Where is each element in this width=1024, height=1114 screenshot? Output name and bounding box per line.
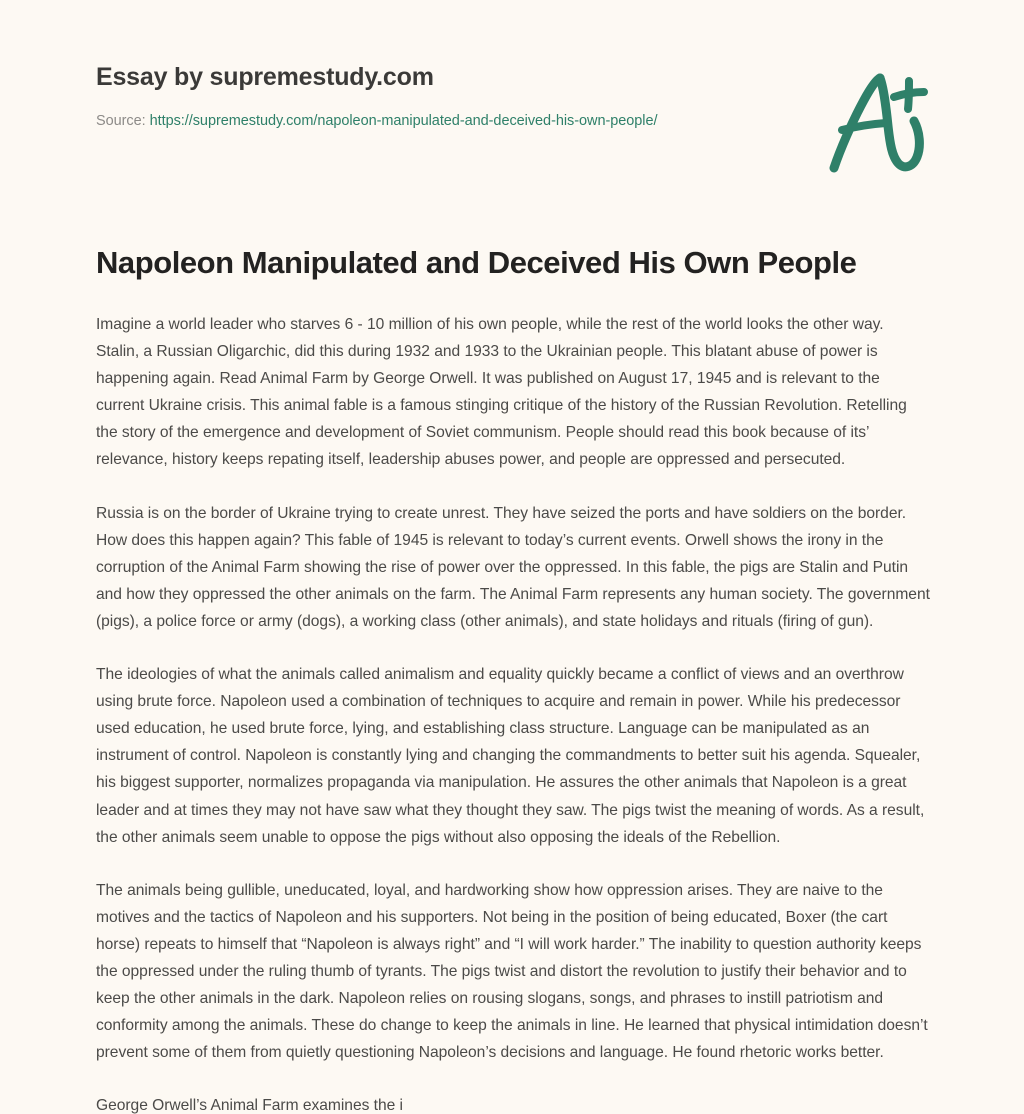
- article-paragraph: George Orwell’s Animal Farm examines the i: [96, 1097, 403, 1114]
- article: [96, 243, 930, 1114]
- article-paragraph: The animals being gullible, uneducated, loyal, and hardworking show how oppression arises. They are naive to the motives and the tactics of Napoleon and his supporters. Not being in the position of being educated, Boxer (the cart horse) repeats to himself that “Napoleon is always right” and “I will work harder.” The inability to question authority keeps the oppressed under the ruling thumb of tyrants. The pigs twist and distort the revolution to justify their behavior and to keep the other animals in the dark. Napoleon relies on rousing slogans, songs, and phrases to instill patriotism and conformity among the animals. These do change to keep the animals in line. He learned that physical intimidation doesn’t prevent some of them from quietly questioning Napoleon’s decisions and language. He found rhetoric works better.: [96, 881, 928, 1062]
- source-line: [96, 111, 796, 131]
- a-plus-logo-icon: [818, 64, 942, 180]
- article-paragraph: Russia is on the border of Ukraine trying to create unrest. They have seized the ports and have soldiers on the border. How does this happen again? This fable of 1945 is relevant to today’s current events. Orwell shows the irony in the corruption of the Animal Farm showing the rise of power over the oppressed. In this fable, the pigs are Stalin and Putin and how they oppressed the other animals on the farm. The Animal Farm represents any human society. The government (pigs), a police force or army (dogs), a working class (other animals), and state holidays and rituals (firing of gun).: [96, 504, 930, 630]
- article-body: [96, 311, 930, 1114]
- page-header: [0, 0, 1024, 200]
- source-label: Source:: [96, 113, 146, 129]
- essay-byline: Essay by supremestudy.com: [96, 63, 434, 91]
- header-text-block: [96, 62, 796, 131]
- supremestudy-logo[interactable]: [818, 64, 942, 180]
- page-title: Napoleon Manipulated and Deceived His Own People: [96, 245, 857, 280]
- article-paragraph: The ideologies of what the animals called animalism and equality quickly became a conflict of views and an overthrow using brute force. Napoleon used a combination of techniques to acquire and remain in power. While his predecessor used education, he used brute force, lying, and establishing class structure. Language can be manipulated as an instrument of control. Napoleon is constantly lying and changing the commandments to better suit his agenda. Squealer, his biggest supporter, normalizes propaganda via manipulation. He assures the other animals that Napoleon is a great leader and at times they may not have saw what they thought they saw. The pigs twist the meaning of words. As a result, the other animals seem unable to oppose the pigs without also opposing the ideals of the Rebellion.: [96, 666, 925, 846]
- article-paragraph: Imagine a world leader who starves 6 - 10 million of his own people, while the rest of the world looks the other way. Stalin, a Russian Oligarchic, did this during 1932 and 1933 to the Ukrainian people. This blatant abuse of power is happening again. Read Animal Farm by George Orwell. It was published on August 17, 1945 and is relevant to the current Ukraine crisis. This animal fable is a famous stinging critique of the history of the Russian Revolution. Retelling the story of the emergence and development of Soviet communism. People should read this book because of its’ relevance, history keeps repating itself, leadership abuses power, and people are oppressed and persecuted.: [96, 316, 907, 469]
- source-url-link[interactable]: https://supremestudy.com/napoleon-manipulated-and-deceived-his-own-people/: [149, 113, 658, 129]
